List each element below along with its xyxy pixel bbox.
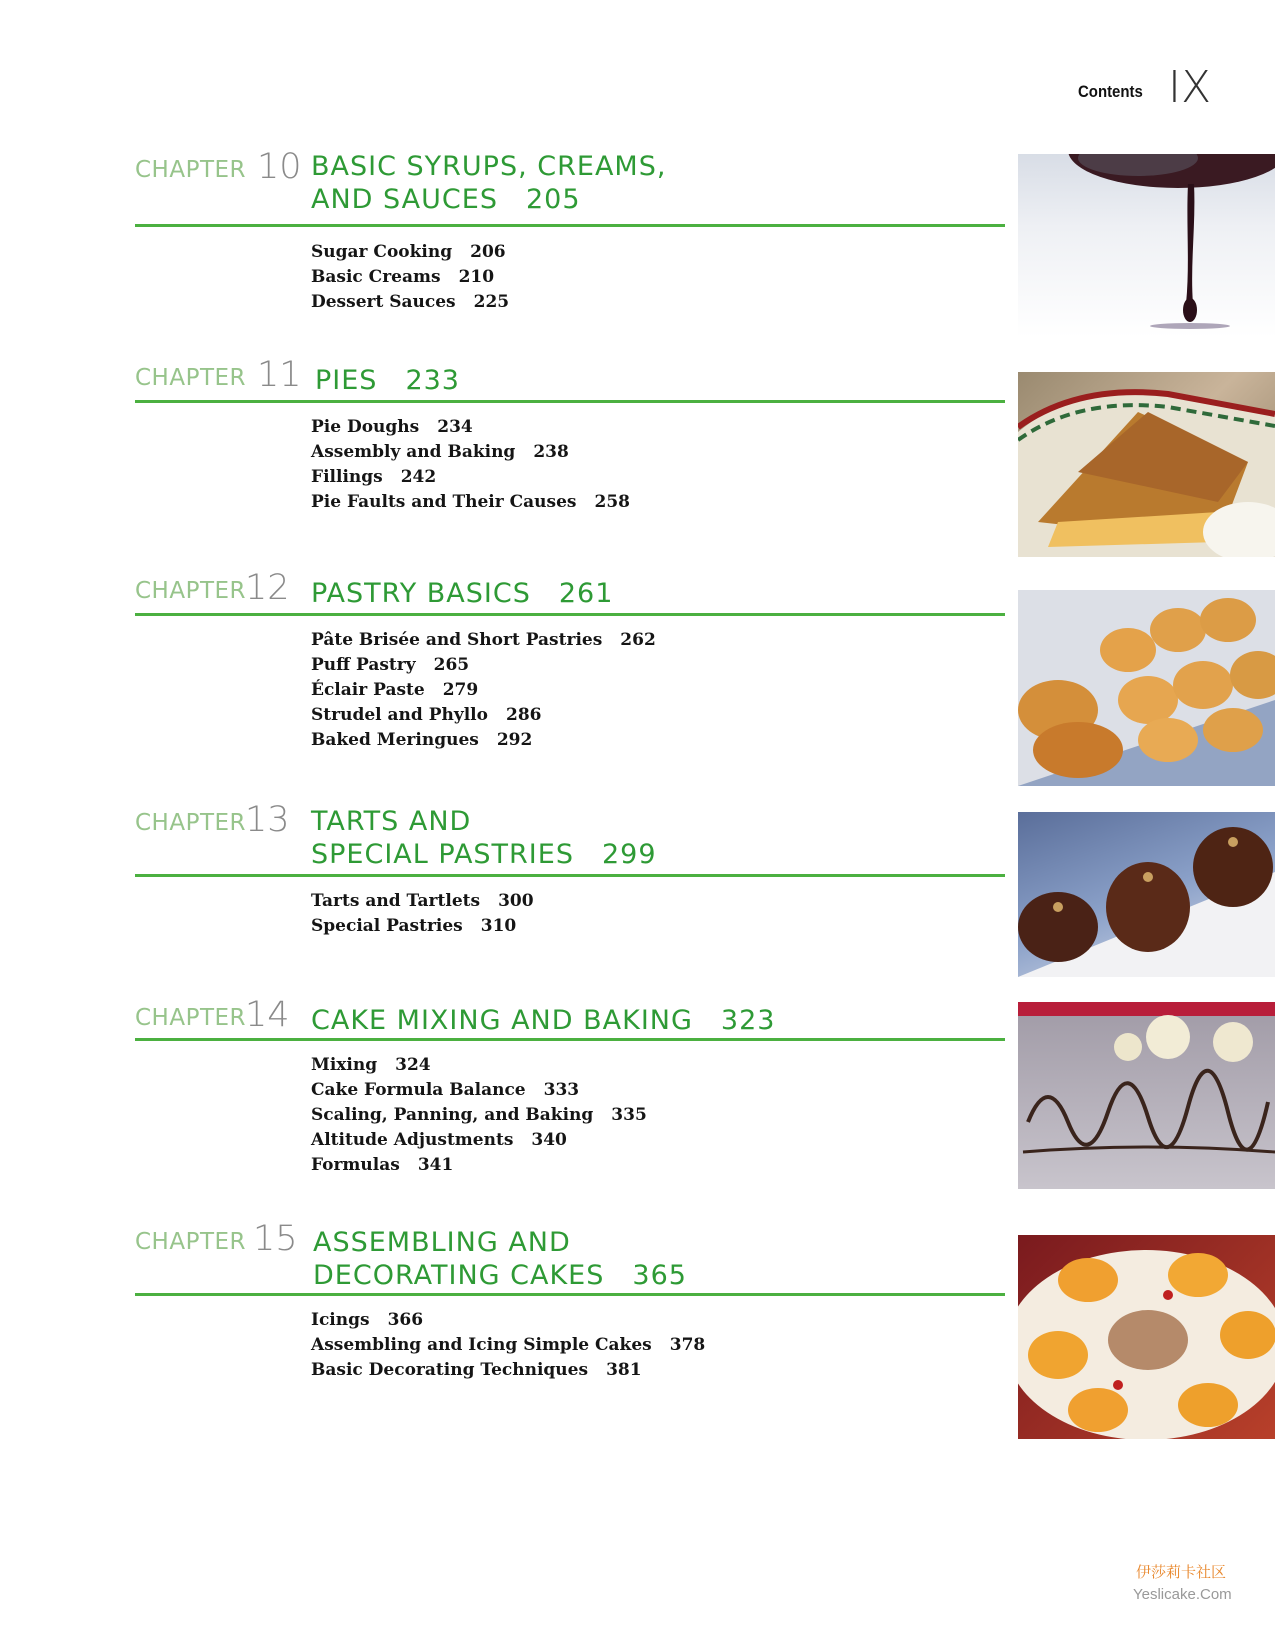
chapter-rule xyxy=(135,1038,1005,1041)
chapter-title-line: AND SAUCES xyxy=(311,184,498,215)
section-item: Pie Doughs 234 xyxy=(311,417,473,437)
section-list xyxy=(311,628,656,753)
section-item: Formulas 341 xyxy=(311,1155,454,1175)
chapter-label: CHAPTER xyxy=(135,365,247,391)
chapter-label: CHAPTER xyxy=(135,578,247,604)
chapter-title xyxy=(313,1226,687,1292)
section-item: Sugar Cooking 206 xyxy=(311,242,506,262)
chapter-page: 233 xyxy=(405,365,460,396)
chapter-label: CHAPTER xyxy=(135,1229,247,1255)
page-number-roman: IX xyxy=(1168,62,1212,113)
chapter-rule xyxy=(135,1293,1005,1296)
section-list xyxy=(311,889,534,939)
crumb-pie-slice-photo xyxy=(1018,372,1275,557)
section-item: Pâte Brisée and Short Pastries 262 xyxy=(311,630,656,650)
section-item: Icings 366 xyxy=(311,1310,424,1330)
chocolate-sauce-photo xyxy=(1018,154,1275,337)
chapter-title xyxy=(311,1004,775,1037)
chapter-number: 14 xyxy=(245,995,290,1035)
chapter-rule xyxy=(135,613,1005,616)
watermark-chinese: 伊莎莉卡社区 xyxy=(1136,1563,1227,1581)
chapter-title-line: PASTRY BASICS xyxy=(311,578,531,609)
watermark-url: Yeslicake.Com xyxy=(1133,1586,1232,1603)
chapter-label: CHAPTER xyxy=(135,1005,247,1031)
running-header-title: Contents xyxy=(1078,82,1143,101)
chapter-title-line: DECORATING CAKES xyxy=(313,1260,605,1291)
chapter-number: 11 xyxy=(257,355,302,395)
chapter-label: CHAPTER xyxy=(135,157,247,183)
decorated-cake-lettering-photo xyxy=(1018,1002,1275,1189)
chapter-title xyxy=(311,150,666,216)
chapter-title-line: CAKE MIXING AND BAKING xyxy=(311,1005,693,1036)
section-item: Special Pastries 310 xyxy=(311,916,517,936)
fruit-cake-photo xyxy=(1018,1235,1275,1439)
section-list xyxy=(311,1053,647,1178)
section-item: Baked Meringues 292 xyxy=(311,730,533,750)
chapter-rule xyxy=(135,874,1005,877)
chapter-page: 205 xyxy=(525,184,581,215)
chapter-page: 261 xyxy=(558,578,614,609)
section-item: Cake Formula Balance 333 xyxy=(311,1080,580,1100)
section-item: Altitude Adjustments 340 xyxy=(311,1130,567,1150)
section-item: Strudel and Phyllo 286 xyxy=(311,705,542,725)
section-item: Basic Decorating Techniques 381 xyxy=(311,1360,642,1380)
chapter-number: 12 xyxy=(245,568,290,608)
section-item: Pie Faults and Their Causes 258 xyxy=(311,492,630,512)
chapter-number: 13 xyxy=(245,800,290,840)
chapter-page: 299 xyxy=(601,839,657,870)
chapter-page: 323 xyxy=(720,1005,776,1036)
section-list xyxy=(311,240,509,315)
section-item: Dessert Sauces 225 xyxy=(311,292,510,312)
chapter-title-line: ASSEMBLING AND xyxy=(313,1227,571,1258)
section-item: Scaling, Panning, and Baking 335 xyxy=(311,1105,647,1125)
section-item: Puff Pastry 265 xyxy=(311,655,470,675)
section-item: Mixing 324 xyxy=(311,1055,431,1075)
chapter-label: CHAPTER xyxy=(135,810,247,836)
section-item: Fillings 242 xyxy=(311,467,437,487)
puff-pastries-photo xyxy=(1018,590,1275,786)
chapter-page: 365 xyxy=(632,1260,687,1291)
section-list xyxy=(311,1308,705,1383)
chapter-number: 10 xyxy=(257,147,302,187)
chapter-title-line: SPECIAL PASTRIES xyxy=(311,839,574,870)
chapter-title-line: TARTS AND xyxy=(311,806,472,837)
chapter-rule xyxy=(135,224,1005,227)
chocolate-pastries-photo xyxy=(1018,812,1275,977)
chapter-title-line: PIES xyxy=(315,365,378,396)
section-item: Assembling and Icing Simple Cakes 378 xyxy=(311,1335,706,1355)
chapter-title xyxy=(311,577,613,610)
section-item: Basic Creams 210 xyxy=(311,267,495,287)
chapter-title xyxy=(315,364,460,397)
chapter-title-line: BASIC SYRUPS, CREAMS, xyxy=(311,151,667,182)
section-item: Éclair Paste 279 xyxy=(311,680,479,700)
section-item: Tarts and Tartlets 300 xyxy=(311,891,534,911)
chapter-title xyxy=(311,805,657,871)
section-item: Assembly and Baking 238 xyxy=(311,442,569,462)
section-list xyxy=(311,415,630,515)
chapter-number: 15 xyxy=(253,1219,298,1259)
chapter-rule xyxy=(135,400,1005,403)
